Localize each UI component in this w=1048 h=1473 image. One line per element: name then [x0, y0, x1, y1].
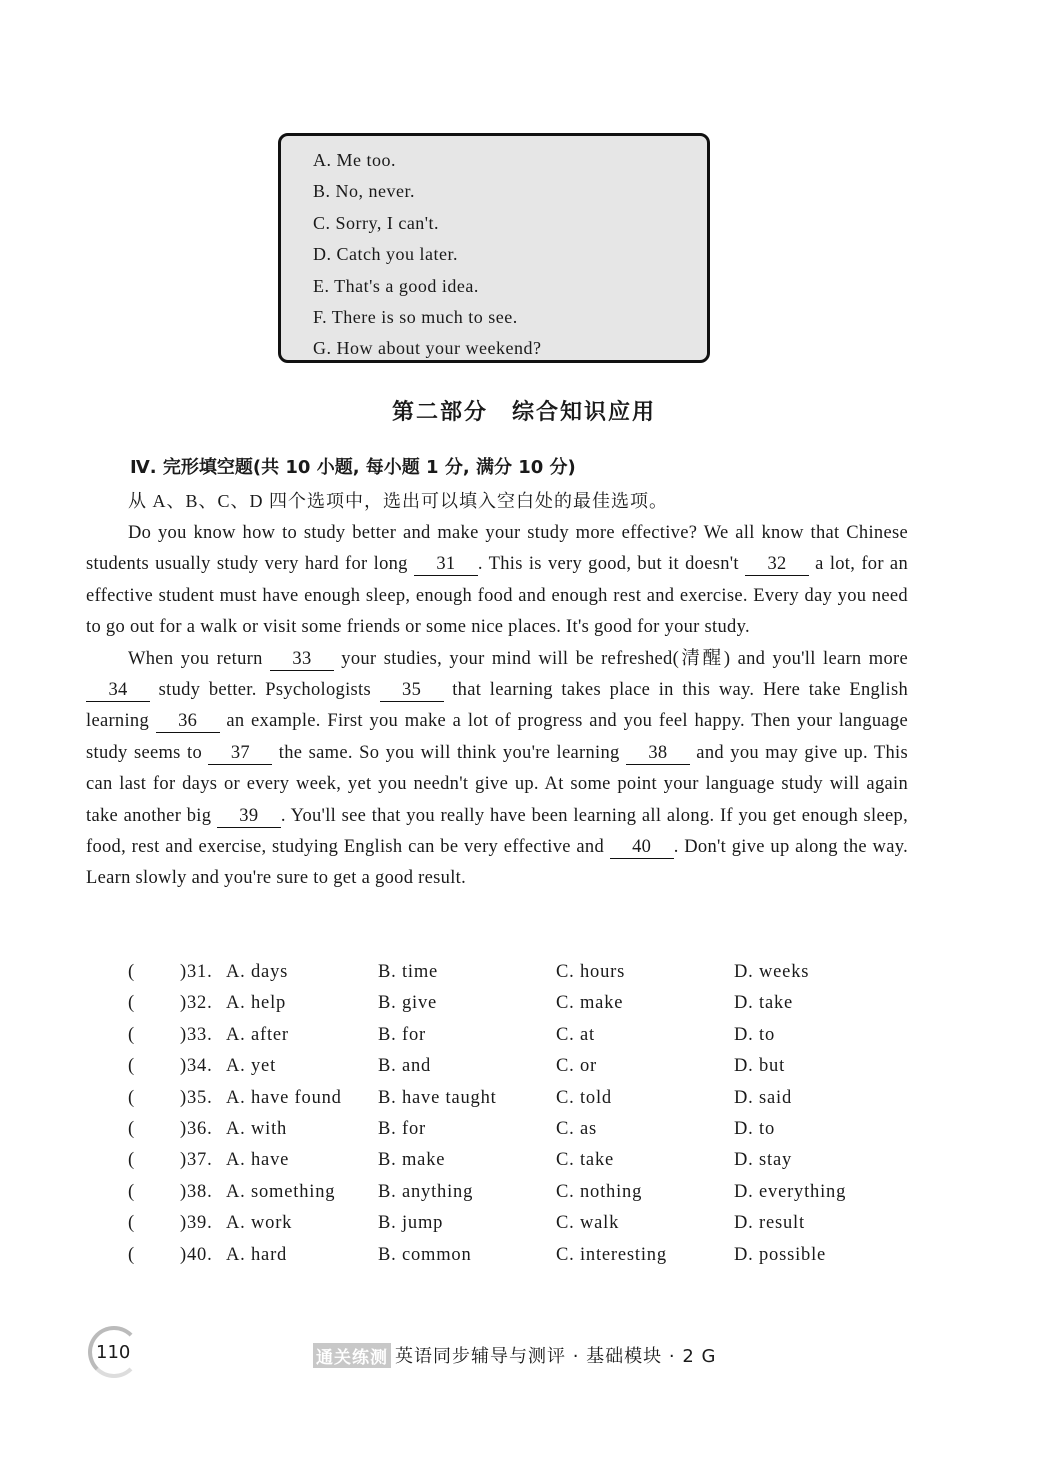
option-a: A. have found: [226, 1087, 342, 1108]
passage-text: the same. So you will think you're learning: [272, 742, 626, 763]
option-a: A. with: [226, 1118, 288, 1139]
answer-paren-open[interactable]: (: [128, 1087, 135, 1108]
option-c: C. or: [556, 1056, 597, 1077]
option-c: C. at: [556, 1024, 595, 1045]
blank-38: 38: [626, 742, 690, 765]
passage-paragraph-2: [86, 644, 908, 895]
passage-text: Do you know how to study better and make your study more effective? We all know that Chinese students usually study very hard for long: [86, 523, 908, 575]
paren-close-char: ): [180, 1056, 187, 1077]
answer-paren-close: [180, 1150, 213, 1171]
question-number: 39.: [186, 1213, 213, 1234]
box-option-g: G. How about your weekend?: [313, 338, 542, 359]
option-a: A. have: [226, 1150, 290, 1171]
question-number: 32.: [186, 993, 213, 1014]
book-title: 英语同步辅导与测评 · 基础模块 · 2 G: [395, 1346, 717, 1367]
option-d: D. everything: [734, 1181, 847, 1202]
answer-paren-open[interactable]: (: [128, 1024, 135, 1045]
answer-options-box: [278, 133, 710, 363]
option-b: B. common: [378, 1244, 472, 1265]
answer-paren-open[interactable]: (: [128, 1118, 135, 1139]
option-c: C. hours: [556, 962, 626, 982]
answer-paren-close: [180, 1056, 213, 1077]
passage-text: an example. First you make a lot of progress and you feel happy. Then your language study seems to: [86, 711, 908, 763]
question-number: 38.: [186, 1181, 213, 1202]
question-number: 36.: [186, 1118, 213, 1139]
answer-paren-open[interactable]: (: [128, 1181, 135, 1202]
answer-paren-close: [180, 1182, 213, 1203]
option-b: B. for: [378, 1024, 426, 1045]
option-b: B. give: [378, 993, 438, 1014]
box-option-a: A. Me too.: [313, 150, 396, 170]
passage-text: your studies, your mind will be refreshed(清醒) and you'll learn more: [333, 648, 908, 669]
answer-paren-open[interactable]: (: [128, 1213, 135, 1234]
question-number: 35.: [186, 1087, 213, 1108]
section-instruction: 从 A、B、C、D 四个选项中，选出可以填入空白处的最佳选项。: [128, 491, 669, 511]
option-d: D. result: [734, 1213, 805, 1234]
blank-32: 32: [745, 553, 809, 576]
answer-paren-close: [180, 1025, 213, 1046]
answer-paren-open[interactable]: (: [128, 1056, 135, 1077]
passage-text: . This is very good, but it doesn't: [477, 554, 746, 575]
option-b: B. jump: [378, 1213, 444, 1234]
box-option-f: F. There is so much to see.: [313, 306, 518, 327]
passage-text: When you return: [128, 648, 270, 669]
option-a: A. work: [226, 1213, 293, 1234]
blank-33: 33: [270, 648, 334, 671]
option-b: B. time: [378, 962, 439, 982]
paren-close-char: ): [180, 1118, 187, 1139]
option-c: C. take: [556, 1150, 615, 1171]
paren-close-char: ): [180, 1087, 187, 1108]
paren-close-char: ): [180, 1244, 187, 1265]
option-c: C. interesting: [556, 1244, 667, 1265]
option-a: A. help: [226, 993, 287, 1014]
passage-text: and you may give up. This can last for days or every week, yet you needn't give up. At some point your language study will again take another big: [86, 742, 908, 826]
paren-close-char: ): [180, 962, 187, 982]
answer-paren-close: [180, 993, 213, 1014]
option-a: A. yet: [226, 1056, 277, 1077]
answer-paren-open[interactable]: (: [128, 1150, 135, 1171]
option-d: D. said: [734, 1087, 793, 1108]
passage-paragraph-1: [86, 518, 908, 644]
option-a: A. days: [226, 962, 289, 982]
option-d: D. to: [734, 1118, 775, 1139]
answer-paren-close: [180, 1119, 213, 1140]
cloze-passage: [86, 518, 908, 895]
part-title: 第二部分 综合知识应用: [391, 399, 656, 424]
question-number: 40.: [186, 1244, 213, 1265]
blank-39: 39: [217, 805, 281, 828]
answer-paren-open[interactable]: (: [128, 993, 135, 1014]
option-c: C. walk: [556, 1213, 620, 1234]
paren-close-char: ): [180, 1150, 187, 1171]
paren-close-char: ): [180, 993, 187, 1014]
option-c: C. as: [556, 1118, 597, 1139]
blank-36: 36: [156, 710, 220, 733]
option-a: A. something: [226, 1181, 336, 1202]
passage-text: study better. Psychologists: [150, 680, 380, 701]
answer-paren-close: [180, 1088, 213, 1109]
passage-text: . Don't give up along the way. Learn slowly and you're sure to get a good result.: [86, 837, 908, 889]
blank-34: 34: [86, 679, 150, 702]
option-b: B. have taught: [378, 1087, 497, 1108]
answer-paren-open[interactable]: (: [128, 1244, 135, 1265]
option-d: D. take: [734, 993, 794, 1014]
blank-35: 35: [380, 679, 444, 702]
question-number: 37.: [186, 1150, 213, 1171]
option-b: B. anything: [378, 1181, 474, 1202]
answer-paren-close: [180, 1213, 213, 1234]
paren-close-char: ): [180, 1213, 187, 1234]
option-b: B. make: [378, 1150, 446, 1171]
question-number: 34.: [186, 1056, 213, 1077]
option-c: C. make: [556, 993, 624, 1014]
paren-close-char: ): [180, 1181, 187, 1202]
option-d: D. stay: [734, 1150, 793, 1171]
option-a: A. after: [226, 1024, 289, 1045]
option-d: D. weeks: [734, 962, 810, 982]
answer-paren-close: [180, 1245, 213, 1266]
box-option-d: D. Catch you later.: [313, 244, 458, 265]
page-number: 110: [96, 1342, 131, 1363]
option-b: B. and: [378, 1056, 432, 1077]
option-a: A. hard: [226, 1244, 288, 1265]
option-d: D. but: [734, 1056, 786, 1077]
blank-37: 37: [208, 742, 272, 765]
blank-31: 31: [414, 553, 478, 576]
passage-text: a lot, for an effective student must have enough sleep, enough food and enough rest and exercise. Every day you need to go out for a walk or visit some friends or some nice places. It's good for your study.: [86, 554, 908, 638]
option-b: B. for: [378, 1118, 426, 1139]
section-title: Ⅳ. 完形填空题(共 10 小题, 每小题 1 分, 满分 10 分): [130, 457, 576, 478]
box-option-e: E. That's a good idea.: [313, 275, 479, 296]
option-c: C. nothing: [556, 1181, 643, 1202]
answer-paren-close: [180, 962, 213, 983]
box-option-c: C. Sorry, I can't.: [313, 212, 440, 233]
question-number: 31.: [186, 962, 213, 982]
question-number: 33.: [186, 1024, 213, 1045]
option-d: D. to: [734, 1024, 775, 1045]
box-option-b: B. No, never.: [313, 181, 415, 202]
paren-close-char: ): [180, 1024, 187, 1045]
passage-text: . You'll see that you really have been learning all along. If you get enough sleep, food, rest and exercise, studying English can be very effective and: [86, 805, 908, 858]
answer-paren-open[interactable]: (: [128, 962, 135, 982]
passage-text: that learning takes place in this way. Here take English learning: [86, 680, 909, 732]
series-logo: 通关练测: [313, 1343, 391, 1368]
option-c: C. told: [556, 1087, 612, 1108]
option-d: D. possible: [734, 1244, 827, 1265]
blank-40: 40: [610, 836, 674, 859]
